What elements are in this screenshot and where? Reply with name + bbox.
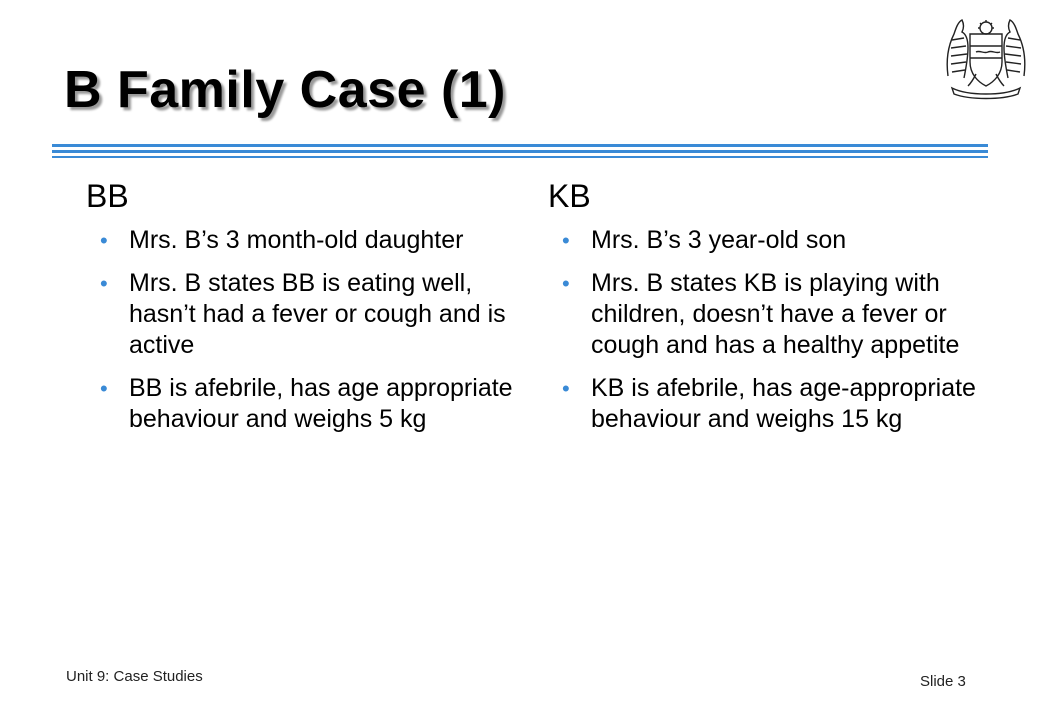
bullet-item <box>548 268 978 361</box>
bullet-icon: • <box>100 376 108 401</box>
title-divider-line <box>52 156 988 158</box>
column-heading-bb: BB <box>86 178 129 214</box>
bullet-item <box>548 373 978 435</box>
column-heading-kb: KB <box>548 178 591 214</box>
bullet-icon: • <box>100 271 108 296</box>
bullet-item <box>86 225 516 256</box>
bullet-icon: • <box>562 271 570 296</box>
footer-slide-number: Slide 3 <box>920 673 966 690</box>
slide-title: B Family Case (1) <box>64 61 506 119</box>
bullet-item <box>86 373 516 435</box>
title-divider-line <box>52 150 988 153</box>
bullet-list-bb <box>86 225 516 435</box>
right-column <box>548 178 978 447</box>
bullet-icon: • <box>100 228 108 253</box>
left-column <box>86 178 516 447</box>
bullet-item <box>86 268 516 361</box>
coat-of-arms-emblem <box>938 6 1034 102</box>
bullet-text: Mrs. B’s 3 year-old son <box>591 226 847 254</box>
bullet-icon: • <box>562 228 570 253</box>
bullet-text: BB is afebrile, has age appropriate behaviour and weighs 5 kg <box>129 374 513 433</box>
title-divider-line <box>52 144 988 147</box>
bullet-icon: • <box>562 376 570 401</box>
bullet-list-kb <box>548 225 978 435</box>
bullet-text: Mrs. B states KB is playing with children, doesn’t have a fever or cough and has a healthy appetite <box>591 269 960 359</box>
bullet-text: Mrs. B states BB is eating well, hasn’t had a fever or cough and is active <box>129 269 506 359</box>
footer-unit-label: Unit 9: Case Studies <box>66 668 203 685</box>
bullet-text: Mrs. B’s 3 month-old daughter <box>129 226 464 254</box>
bullet-item <box>548 225 978 256</box>
bullet-text: KB is afebrile, has age-appropriate behaviour and weighs 15 kg <box>591 374 976 433</box>
